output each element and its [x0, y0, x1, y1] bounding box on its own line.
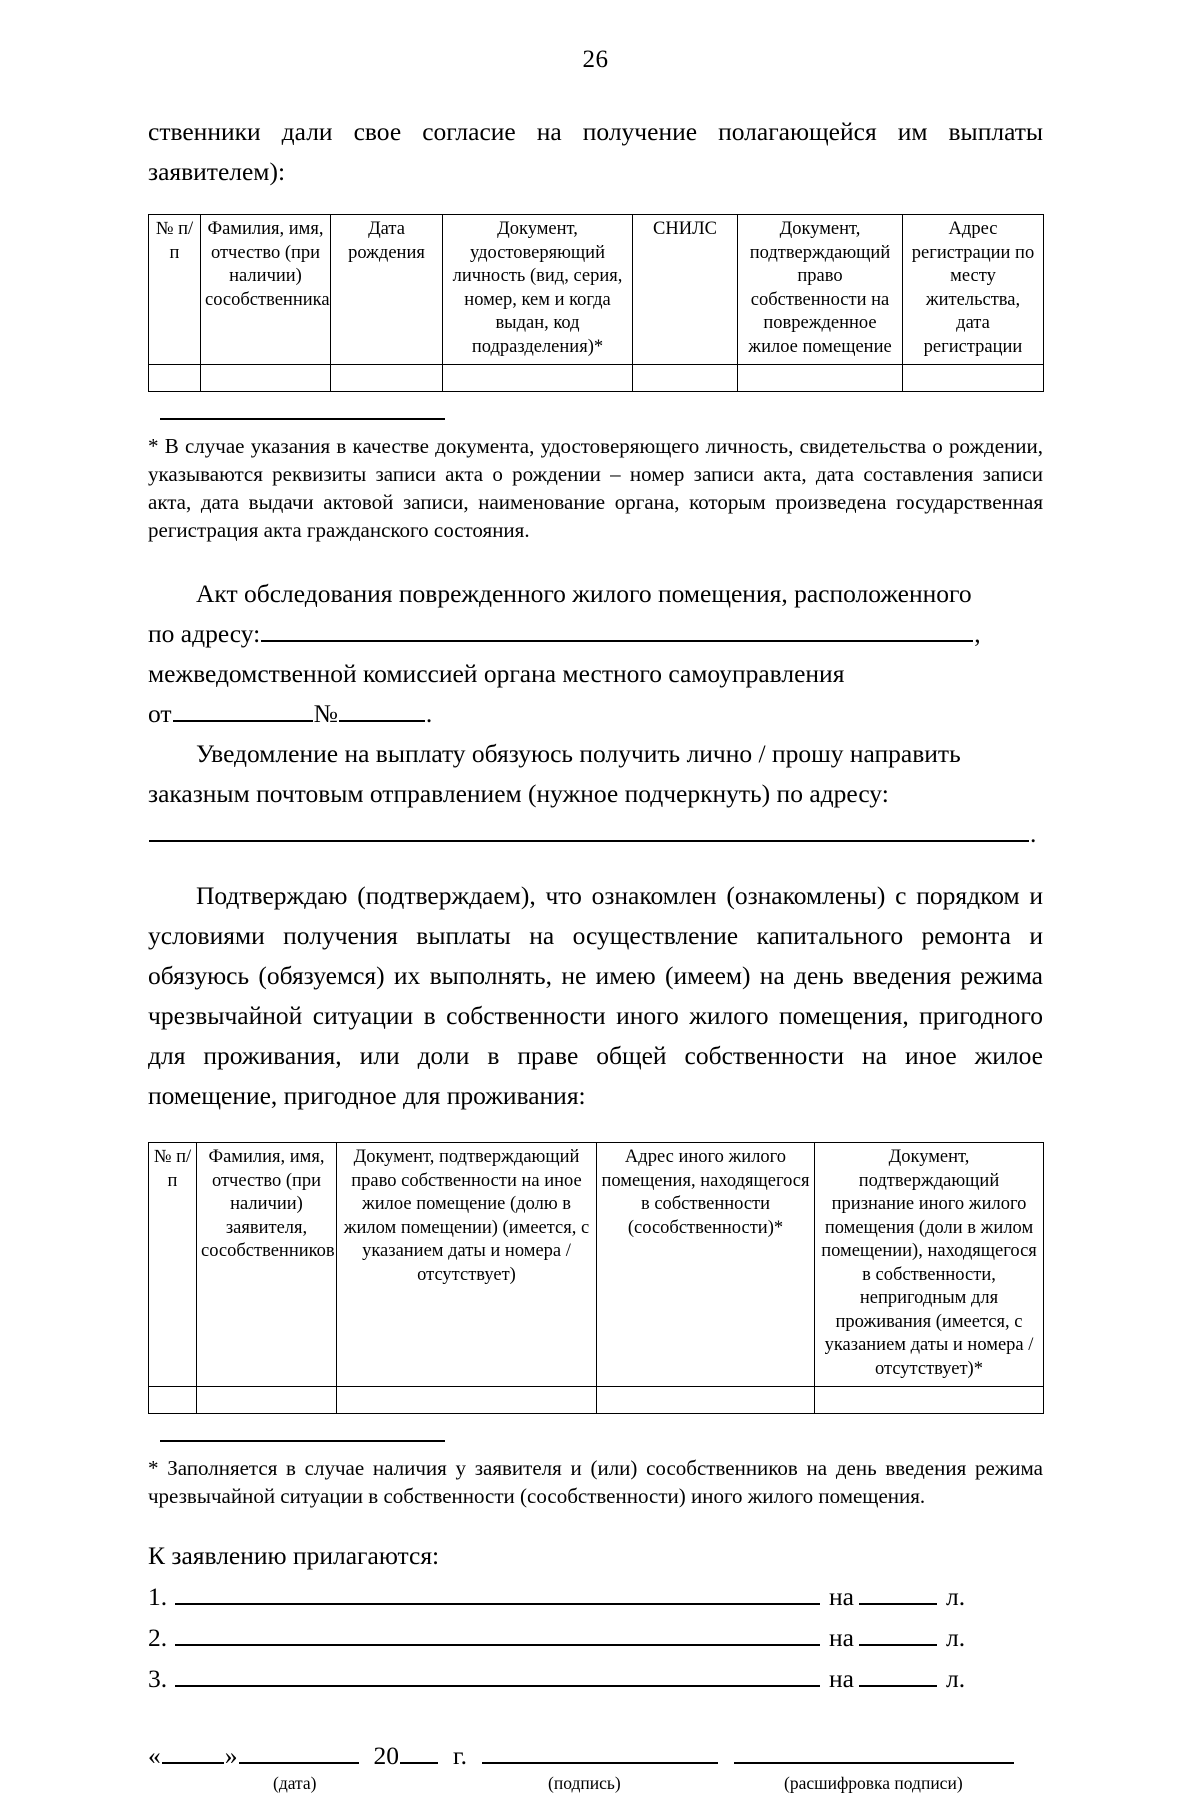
notice-address-input[interactable]: [149, 819, 1029, 842]
signature-block: [148, 1741, 1043, 1771]
table1-col-snils: СНИЛС: [633, 215, 738, 365]
attachment-sheet-label-3: л.: [945, 1664, 966, 1693]
table-header-row: [149, 1143, 1044, 1387]
table1-cell-snils[interactable]: [633, 365, 738, 392]
attachment-sheets-input-2[interactable]: [859, 1623, 937, 1646]
table1-col-fio: Фамилия, имя, отчество (при наличии) сособственника: [201, 215, 331, 365]
attachment-index-2: 2.: [148, 1623, 168, 1652]
attachment-row-3: [148, 1658, 1043, 1699]
page-content: [148, 0, 1043, 1797]
table-row[interactable]: [149, 1387, 1044, 1414]
attachment-row-1: [148, 1576, 1043, 1617]
signature-day-input[interactable]: [162, 1741, 224, 1764]
page-number: 26: [582, 46, 609, 73]
attachment-on-label-3: на: [829, 1664, 854, 1693]
signature-year-prefix: 20: [373, 1741, 399, 1770]
footnote-separator-2: [160, 1440, 445, 1442]
confirmation-paragraph: Подтверждаю (подтверждаем), что ознакомлен (ознакомлены) с порядком и условиями получения выплаты на осуществление капитального ремонта и обязуюсь (обязуемся) их выполнять, не имею (имеем) на день введения режима чрезвычайной ситуации в собственности иного жилого помещения, пригодного для проживания, или доли в праве общей собственности на иное жилое помещение, пригодное для проживания:: [148, 881, 1043, 1110]
table1-cell-ownership-doc[interactable]: [738, 365, 903, 392]
table2-cell-fio[interactable]: [197, 1387, 337, 1414]
table2-col-unfit-doc: Документ, подтверждающий признание иного жилого помещения (доли в жилом помещении), находящегося в собственности, непригодным для проживания (имеется, с указанием даты и номера / отсутствует)*: [815, 1143, 1044, 1387]
notice-paragraph-line3: [148, 814, 1043, 854]
footnote-1: * В случае указания в качестве документа, удостоверяющего личность, свидетельства о рождении, указываются реквизиты записи акта о рождении – номер записи акта, дата составления записи акта, дата выдачи актовой записи, наименование органа, которым произведена государственная регистрация акта гражданского состояния.: [148, 434, 1043, 542]
act-paragraph-line1: Акт обследования поврежденного жилого помещения, расположенного: [196, 579, 972, 608]
table1-cell-fio[interactable]: [201, 365, 331, 392]
intro-paragraph: ственники дали свое согласие на получение полагающейся им выплаты заявителем):: [148, 117, 1043, 186]
attachment-sheets-input-3[interactable]: [859, 1664, 937, 1687]
signature-input[interactable]: [482, 1741, 718, 1764]
gap-2: [148, 854, 1043, 876]
attachments-heading: К заявлению прилагаются:: [148, 1541, 440, 1570]
signature-year-input[interactable]: [400, 1741, 438, 1764]
attachment-on-label-1: на: [829, 1582, 854, 1611]
act-address-comma: ,: [974, 619, 981, 648]
act-number-label: №: [313, 699, 338, 728]
signature-captions: [148, 1773, 1043, 1797]
attachment-input-1[interactable]: [175, 1582, 820, 1605]
other-housing-table: [148, 1142, 1044, 1414]
caption-signature-decoding: (расшифровка подписи): [784, 1773, 963, 1793]
table-header-row: [149, 215, 1044, 365]
table2-col-ownership-doc: Документ, подтверждающий право собственности на иное жилое помещение (долю в жилом помещении) (имеется, с указанием даты и номера / отсутствует): [337, 1143, 597, 1387]
footnote-2: * Заполняется в случае наличия у заявителя и (или) сособственников на день введения режима чрезвычайной ситуации в собственности (сособственности) иного жилого помещения.: [148, 1456, 1043, 1508]
table2-cell-unfit-doc[interactable]: [815, 1387, 1044, 1414]
table1-wrapper: [148, 214, 1043, 392]
act-address-label: по адресу:: [148, 619, 261, 648]
attachment-row-2: [148, 1617, 1043, 1658]
act-paragraph-line3: межведомственной комиссией органа местного самоуправления: [148, 659, 845, 688]
table1-col-birthdate: Дата рождения: [331, 215, 443, 365]
table1-cell-birthdate[interactable]: [331, 365, 443, 392]
act-number-input[interactable]: [339, 699, 425, 722]
footnote-separator-1: [160, 418, 445, 420]
act-date-label: от: [148, 699, 172, 728]
table2-col-number: № п/п: [149, 1143, 197, 1387]
table1-col-identity-doc: Документ, удостоверяющий личность (вид, серия, номер, кем и когда выдан, код подразделения)*: [443, 215, 633, 365]
act-address-input[interactable]: [261, 619, 973, 642]
attachment-sheet-label-2: л.: [945, 1623, 966, 1652]
attachment-on-label-2: на: [829, 1623, 854, 1652]
notice-paragraph-line2: заказным почтовым отправлением (нужное подчеркнуть) по адресу:: [148, 779, 889, 808]
signature-year-suffix: г.: [453, 1741, 467, 1770]
table1-col-number: № п/п: [149, 215, 201, 365]
notice-paragraph-line1: Уведомление на выплату обязуюсь получить лично / прошу направить: [196, 739, 961, 768]
table2-wrapper: [148, 1142, 1043, 1414]
table1-col-ownership-doc: Документ, подтверждающий право собственности на поврежденное жилое помещение: [738, 215, 903, 365]
table2-cell-other-address[interactable]: [597, 1387, 815, 1414]
quote-close: »: [224, 1741, 238, 1770]
table2-col-fio: Фамилия, имя, отчество (при наличии) заявителя, сособственников: [197, 1143, 337, 1387]
notice-line3-period: .: [1030, 819, 1037, 848]
table-row[interactable]: [149, 365, 1044, 392]
table2-cell-ownership-doc[interactable]: [337, 1387, 597, 1414]
act-paragraph-line4: [148, 694, 1043, 734]
attachment-sheet-label-1: л.: [945, 1582, 966, 1611]
caption-date: (дата): [273, 1773, 317, 1793]
attachment-input-3[interactable]: [175, 1664, 820, 1687]
attachment-index-1: 1.: [148, 1582, 168, 1611]
gap-1: [148, 544, 1043, 574]
table2-col-other-address: Адрес иного жилого помещения, находящегося в собственности (сособственности)*: [597, 1143, 815, 1387]
attachment-index-3: 3.: [148, 1664, 168, 1693]
table1-cell-number[interactable]: [149, 365, 201, 392]
attachment-input-2[interactable]: [175, 1623, 820, 1646]
signature-decode-input[interactable]: [734, 1741, 1014, 1764]
signature-month-input[interactable]: [239, 1741, 359, 1764]
cosobstvenniki-table: [148, 214, 1044, 392]
act-date-input[interactable]: [173, 699, 313, 722]
table1-cell-registration-address[interactable]: [903, 365, 1044, 392]
caption-signature: (подпись): [548, 1773, 621, 1793]
act-line4-period: .: [425, 699, 433, 728]
quote-open: «: [148, 1741, 161, 1770]
table1-cell-identity-doc[interactable]: [443, 365, 633, 392]
attachment-sheets-input-1[interactable]: [859, 1582, 937, 1605]
table1-col-registration-address: Адрес регистрации по месту жительства, дата регистрации: [903, 215, 1044, 365]
table2-cell-number[interactable]: [149, 1387, 197, 1414]
act-paragraph-line2: [148, 614, 1043, 654]
